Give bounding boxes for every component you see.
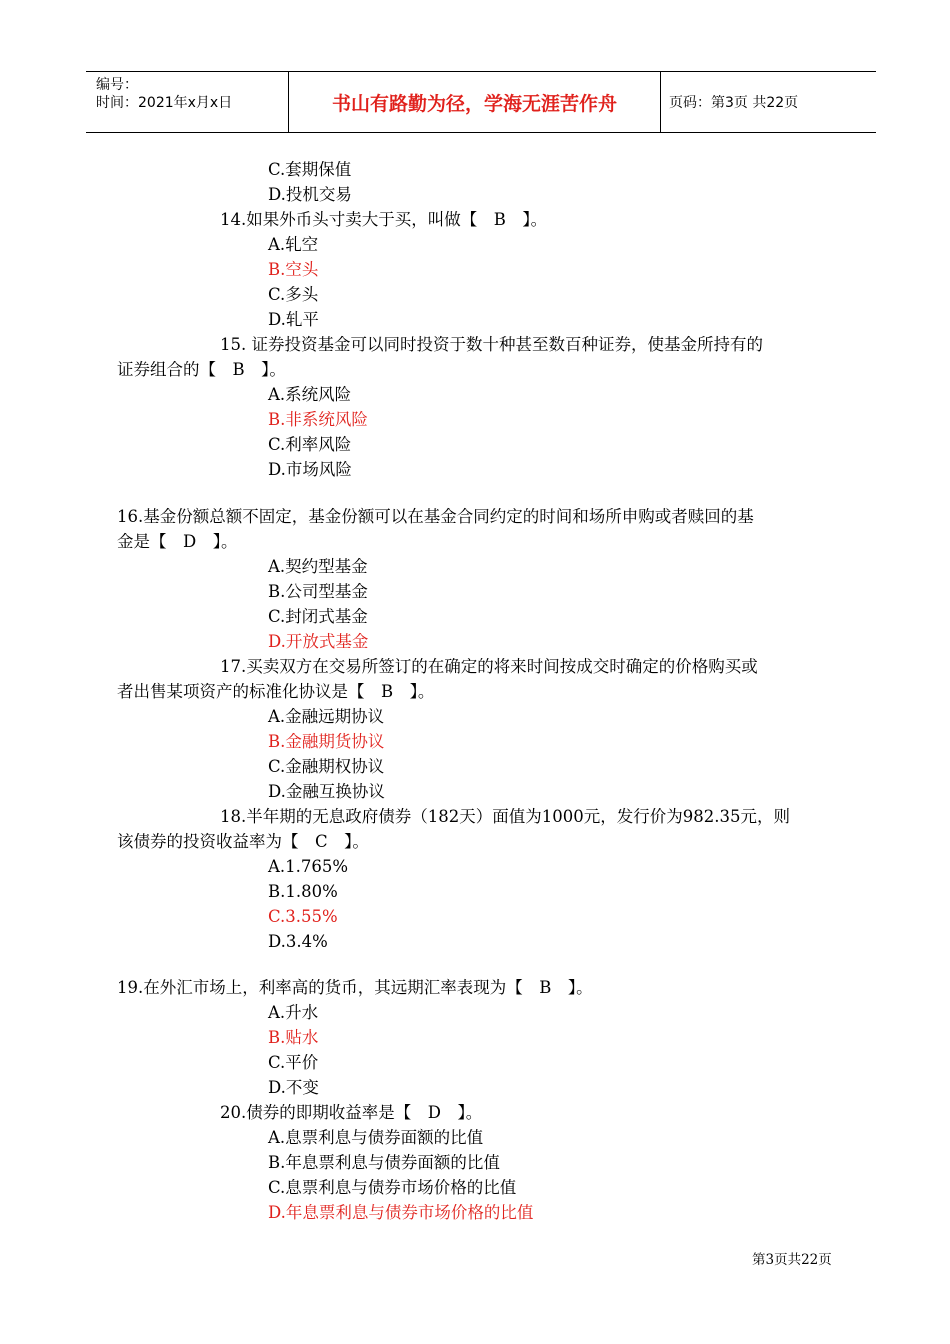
answer-option: D.市场风险	[268, 460, 352, 479]
header-meta	[86, 72, 288, 132]
answer-option: C.多头	[268, 285, 319, 304]
question-text: 19.在外汇市场上，利率高的货币，其远期汇率表现为【 B 】。	[117, 978, 593, 997]
answer-option: A.金融远期协议	[268, 707, 385, 726]
answer-option: A.契约型基金	[268, 557, 368, 576]
answer-option: A.系统风险	[268, 385, 352, 404]
answer-option: C.金融期权协议	[268, 757, 385, 776]
question-text: 16.基金份额总额不固定，基金份额可以在基金合同约定的时间和场所申购或者赎回的基	[117, 507, 754, 526]
answer-option: B.年息票利息与债券面额的比值	[268, 1153, 500, 1172]
question-text: 证券组合的【 B 】。	[117, 360, 286, 379]
answer-option: D.不变	[268, 1078, 319, 1097]
page-footer: 第3页共22页	[752, 1252, 832, 1268]
answer-option: D.投机交易	[268, 185, 352, 204]
header-number-label: 编号：	[96, 77, 138, 93]
question-text: 15. 证券投资基金可以同时投资于数十种甚至数百种证券，使基金所持有的	[220, 335, 763, 354]
answer-option: B.1.80%	[268, 882, 338, 901]
header-motto: 书山有路勤为径，学海无涯苦作舟	[288, 72, 661, 132]
question-text: 17.买卖双方在交易所签订的在确定的将来时间按成交时确定的价格购买或	[220, 657, 758, 676]
answer-option-correct: B.空头	[268, 260, 319, 279]
answer-option: C.平价	[268, 1053, 319, 1072]
answer-option: A.升水	[268, 1003, 319, 1022]
question-text: 20.债券的即期收益率是【 D 】。	[220, 1103, 483, 1122]
answer-option-correct: B.贴水	[268, 1028, 319, 1047]
header-time-label: 时间：2021年x月x日	[96, 95, 233, 111]
question-text: 金是【 D 】。	[117, 532, 238, 551]
answer-option-correct: D.开放式基金	[268, 632, 369, 651]
question-text: 14.如果外币头寸卖大于买，叫做【 B 】。	[220, 210, 548, 229]
question-text: 18.半年期的无息政府债券（182天）面值为1000元，发行价为982.35元，则	[220, 807, 790, 826]
answer-option: C.套期保值	[268, 160, 352, 179]
answer-option-correct: D.年息票利息与债券市场价格的比值	[268, 1203, 534, 1222]
answer-option: B.公司型基金	[268, 582, 368, 601]
answer-option: A.息票利息与债券面额的比值	[268, 1128, 484, 1147]
question-text: 该债券的投资收益率为【 C 】。	[117, 832, 369, 851]
header-page-label: 页码：第3页 共22页	[669, 95, 799, 111]
answer-option: A.轧空	[268, 235, 319, 254]
question-text: 者出售某项资产的标准化协议是【 B 】。	[117, 682, 435, 701]
page-header	[86, 71, 876, 133]
answer-option-correct: B.非系统风险	[268, 410, 368, 429]
answer-option-correct: C.3.55%	[268, 907, 338, 926]
answer-option: C.封闭式基金	[268, 607, 368, 626]
answer-option: D.3.4%	[268, 932, 328, 951]
answer-option: C.息票利息与债券市场价格的比值	[268, 1178, 517, 1197]
answer-option-correct: B.金融期货协议	[268, 732, 385, 751]
answer-option: D.轧平	[268, 310, 319, 329]
answer-option: D.金融互换协议	[268, 782, 385, 801]
answer-option: C.利率风险	[268, 435, 352, 454]
answer-option: A.1.765%	[268, 857, 349, 876]
